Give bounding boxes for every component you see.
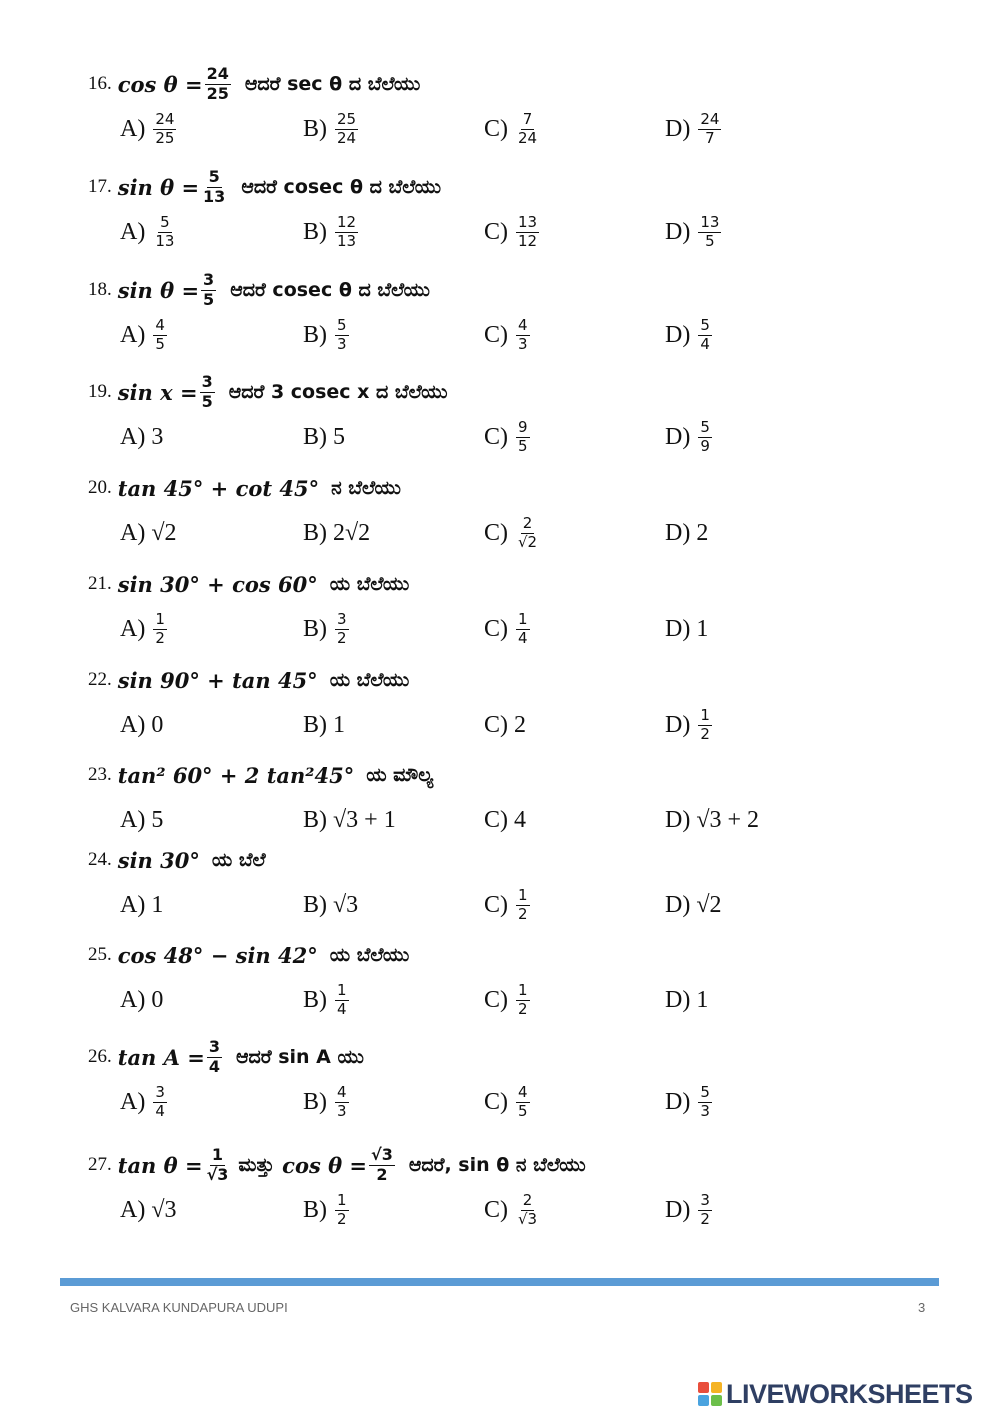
question-expression — [118, 65, 233, 103]
option-c[interactable]: C) $\frac{9}{5}$ — [484, 418, 528, 455]
denominator: 5 — [203, 289, 215, 309]
option-a[interactable]: A) 0 — [120, 986, 164, 1013]
fraction — [200, 373, 215, 411]
question-number: 16. — [88, 73, 112, 94]
question-number: 25. — [88, 944, 112, 965]
question-expression-2 — [282, 1146, 397, 1184]
question-stem — [88, 167, 441, 207]
question-expression: cos 48° − sin 42° — [117, 942, 318, 968]
page-number: 3 — [918, 1300, 926, 1315]
option-d[interactable]: D) $\frac{5}{4}$ — [665, 316, 710, 353]
question-expression: sin 90° + tan 45° — [117, 667, 318, 693]
option-c[interactable]: C) $\frac{4}{3}$ — [484, 316, 528, 353]
option-d[interactable]: D) 1 — [665, 615, 709, 642]
expression-lhs: tan θ = — [117, 1152, 203, 1178]
option-b[interactable]: B) $\frac{25}{24}$ — [303, 110, 357, 147]
question-number: 27. — [88, 1154, 112, 1175]
question-expression — [118, 1146, 233, 1184]
footer-school-name: GHS KALVARA KUNDAPURA UDUPI — [70, 1300, 288, 1315]
option-b[interactable]: B) √3 — [303, 891, 359, 918]
question-stem — [88, 660, 409, 700]
numerator: 3 — [203, 270, 215, 290]
option-b[interactable]: B) $\frac{5}{3}$ — [303, 316, 347, 353]
question-expression: sin 30° + cos 60° — [117, 571, 318, 597]
question-number: 26. — [88, 1046, 112, 1067]
option-a[interactable]: A) √2 — [120, 519, 177, 546]
option-a[interactable]: A) $\frac{1}{2}$ — [120, 610, 165, 647]
question-number: 22. — [88, 669, 112, 690]
options-row — [120, 312, 940, 358]
fraction — [369, 1146, 395, 1184]
expression-lhs: tan A = — [117, 1044, 205, 1070]
option-b[interactable]: B) 1 — [303, 711, 345, 738]
question-number: 20. — [88, 477, 112, 498]
options-row — [120, 882, 940, 928]
question-stem — [88, 755, 433, 795]
question-expression — [118, 1038, 224, 1076]
question-expression: tan 45° + cot 45° — [117, 475, 320, 501]
question-stem — [88, 1145, 586, 1185]
question-number: 17. — [88, 176, 112, 197]
option-c[interactable]: C) $\frac{7}{24}$ — [484, 110, 538, 147]
question-text: ಯ ಬೆಲೆ — [211, 849, 266, 871]
option-b[interactable]: B) $\frac{12}{13}$ — [303, 213, 357, 250]
question-number: 23. — [88, 764, 112, 785]
question-expression: sin 30° — [117, 847, 200, 873]
option-d[interactable]: D) √2 — [665, 891, 722, 918]
options-row — [120, 606, 940, 652]
question-text: ಆದರೆ sin A ಯು — [235, 1046, 364, 1068]
numerator: √3 — [371, 1145, 393, 1165]
option-d[interactable]: D) 1 — [665, 986, 709, 1013]
question-text: ಯ ಮೌಲ್ಯ — [366, 764, 434, 786]
question-stem — [88, 1037, 364, 1077]
question-number: 24. — [88, 849, 112, 870]
expression-lhs: sin x = — [117, 379, 198, 405]
option-c[interactable]: C) $\frac{13}{12}$ — [484, 213, 538, 250]
conjunction-text: ಮತ್ತು — [238, 1154, 275, 1176]
option-b[interactable]: B) 5 — [303, 423, 345, 450]
option-c[interactable]: C) $\frac{2}{√3}$ — [484, 1191, 538, 1228]
question-expression: tan² 60° + 2 tan²45° — [117, 762, 355, 788]
footer-divider — [60, 1278, 939, 1286]
option-a[interactable]: A) $\frac{24}{25}$ — [120, 110, 175, 147]
option-b[interactable]: B) √3 + 1 — [303, 806, 396, 833]
option-a[interactable]: A) $\frac{4}{5}$ — [120, 316, 165, 353]
options-row — [120, 1079, 940, 1125]
options-row — [120, 1187, 940, 1233]
liveworksheets-icon — [698, 1382, 722, 1406]
option-c[interactable]: C) $\frac{2}{√2}$ — [484, 514, 538, 551]
option-a[interactable]: A) $\frac{5}{13}$ — [120, 213, 175, 250]
option-a[interactable]: A) √3 — [120, 1196, 177, 1223]
expression-lhs: sin θ = — [117, 277, 200, 303]
question-text: ನ ಬೆಲೆಯು — [331, 477, 401, 499]
fraction — [201, 271, 216, 309]
option-d[interactable]: D) √3 + 2 — [665, 806, 760, 833]
option-d[interactable]: D) $\frac{24}{7}$ — [665, 110, 720, 147]
denominator: 25 — [206, 83, 229, 103]
numerator: 3 — [201, 372, 213, 392]
options-row — [120, 209, 940, 255]
fraction — [205, 65, 231, 103]
option-b[interactable]: B) 2√2 — [303, 519, 371, 546]
question-expression — [118, 168, 230, 206]
option-c[interactable]: C) $\frac{1}{2}$ — [484, 981, 528, 1018]
question-stem — [88, 564, 409, 604]
fraction — [205, 1146, 231, 1184]
question-stem — [88, 64, 420, 104]
option-a[interactable]: A) 5 — [120, 806, 164, 833]
option-c[interactable]: C) $\frac{1}{4}$ — [484, 610, 528, 647]
question-number: 21. — [88, 573, 112, 594]
question-text: ಯ ಬೆಲೆಯು — [329, 669, 410, 691]
option-d[interactable]: D) $\frac{3}{2}$ — [665, 1191, 710, 1228]
option-d[interactable]: D) $\frac{13}{5}$ — [665, 213, 720, 250]
expression-lhs: cos θ = — [282, 1152, 368, 1178]
fraction — [201, 168, 227, 206]
option-d[interactable]: D) $\frac{5}{9}$ — [665, 418, 710, 455]
option-c[interactable]: C) $\frac{1}{2}$ — [484, 886, 528, 923]
options-row — [120, 702, 940, 748]
question-stem — [88, 372, 448, 412]
question-number: 19. — [88, 381, 112, 402]
fraction — [207, 1038, 222, 1076]
question-expression — [118, 373, 217, 411]
option-b[interactable]: B) $\frac{3}{2}$ — [303, 610, 347, 647]
option-c[interactable]: C) 4 — [484, 806, 526, 833]
question-stem — [88, 935, 409, 975]
option-d[interactable]: D) $\frac{5}{3}$ — [665, 1083, 710, 1120]
question-text: ಆದರೆ cosec θ ದ ಬೆಲೆಯು — [241, 176, 442, 198]
denominator: 4 — [208, 1056, 220, 1076]
question-stem — [88, 270, 430, 310]
question-text: ಆದರೆ 3 cosec x ದ ಬೆಲೆಯು — [228, 381, 448, 403]
question-expression — [118, 271, 218, 309]
options-row — [120, 510, 940, 556]
options-row — [120, 414, 940, 460]
question-text: ಆದರೆ cosec θ ದ ಬೆಲೆಯು — [230, 279, 430, 301]
question-text: ಯ ಬೆಲೆಯು — [329, 573, 410, 595]
option-b[interactable]: B) $\frac{1}{2}$ — [303, 1191, 347, 1228]
denominator: √3 — [206, 1164, 229, 1184]
liveworksheets-logo[interactable] — [698, 1378, 973, 1410]
question-text: ಆದರೆ sec θ ದ ಬೆಲೆಯು — [244, 73, 421, 95]
numerator: 1 — [211, 1145, 224, 1165]
question-text: ಯ ಬೆಲೆಯು — [329, 944, 410, 966]
option-d[interactable]: D) $\frac{1}{2}$ — [665, 706, 710, 743]
options-row — [120, 797, 940, 843]
option-a[interactable]: A) 0 — [120, 711, 164, 738]
brand-name: LIVEWORKSHEETS — [726, 1378, 973, 1409]
denominator: 2 — [376, 1164, 388, 1184]
options-row — [120, 977, 940, 1023]
question-stem — [88, 840, 266, 880]
numerator: 24 — [206, 64, 229, 84]
option-c[interactable]: C) 2 — [484, 711, 526, 738]
question-number: 18. — [88, 279, 112, 300]
option-d[interactable]: D) 2 — [665, 519, 709, 546]
option-b[interactable]: B) $\frac{1}{4}$ — [303, 981, 347, 1018]
denominator: 5 — [201, 391, 213, 411]
expression-lhs: cos θ = — [117, 71, 203, 97]
numerator: 5 — [208, 167, 220, 187]
expression-lhs: sin θ = — [117, 174, 200, 200]
options-row — [120, 106, 940, 152]
option-b[interactable]: B) $\frac{4}{3}$ — [303, 1083, 347, 1120]
option-c[interactable]: C) $\frac{4}{5}$ — [484, 1083, 528, 1120]
numerator: 3 — [208, 1037, 220, 1057]
option-a[interactable]: A) $\frac{3}{4}$ — [120, 1083, 165, 1120]
question-stem — [88, 468, 401, 508]
question-text: ಆದರೆ, sin θ ನ ಬೆಲೆಯು — [408, 1154, 586, 1176]
option-a[interactable]: A) 3 — [120, 423, 164, 450]
option-a[interactable]: A) 1 — [120, 891, 164, 918]
denominator: 13 — [203, 186, 226, 206]
